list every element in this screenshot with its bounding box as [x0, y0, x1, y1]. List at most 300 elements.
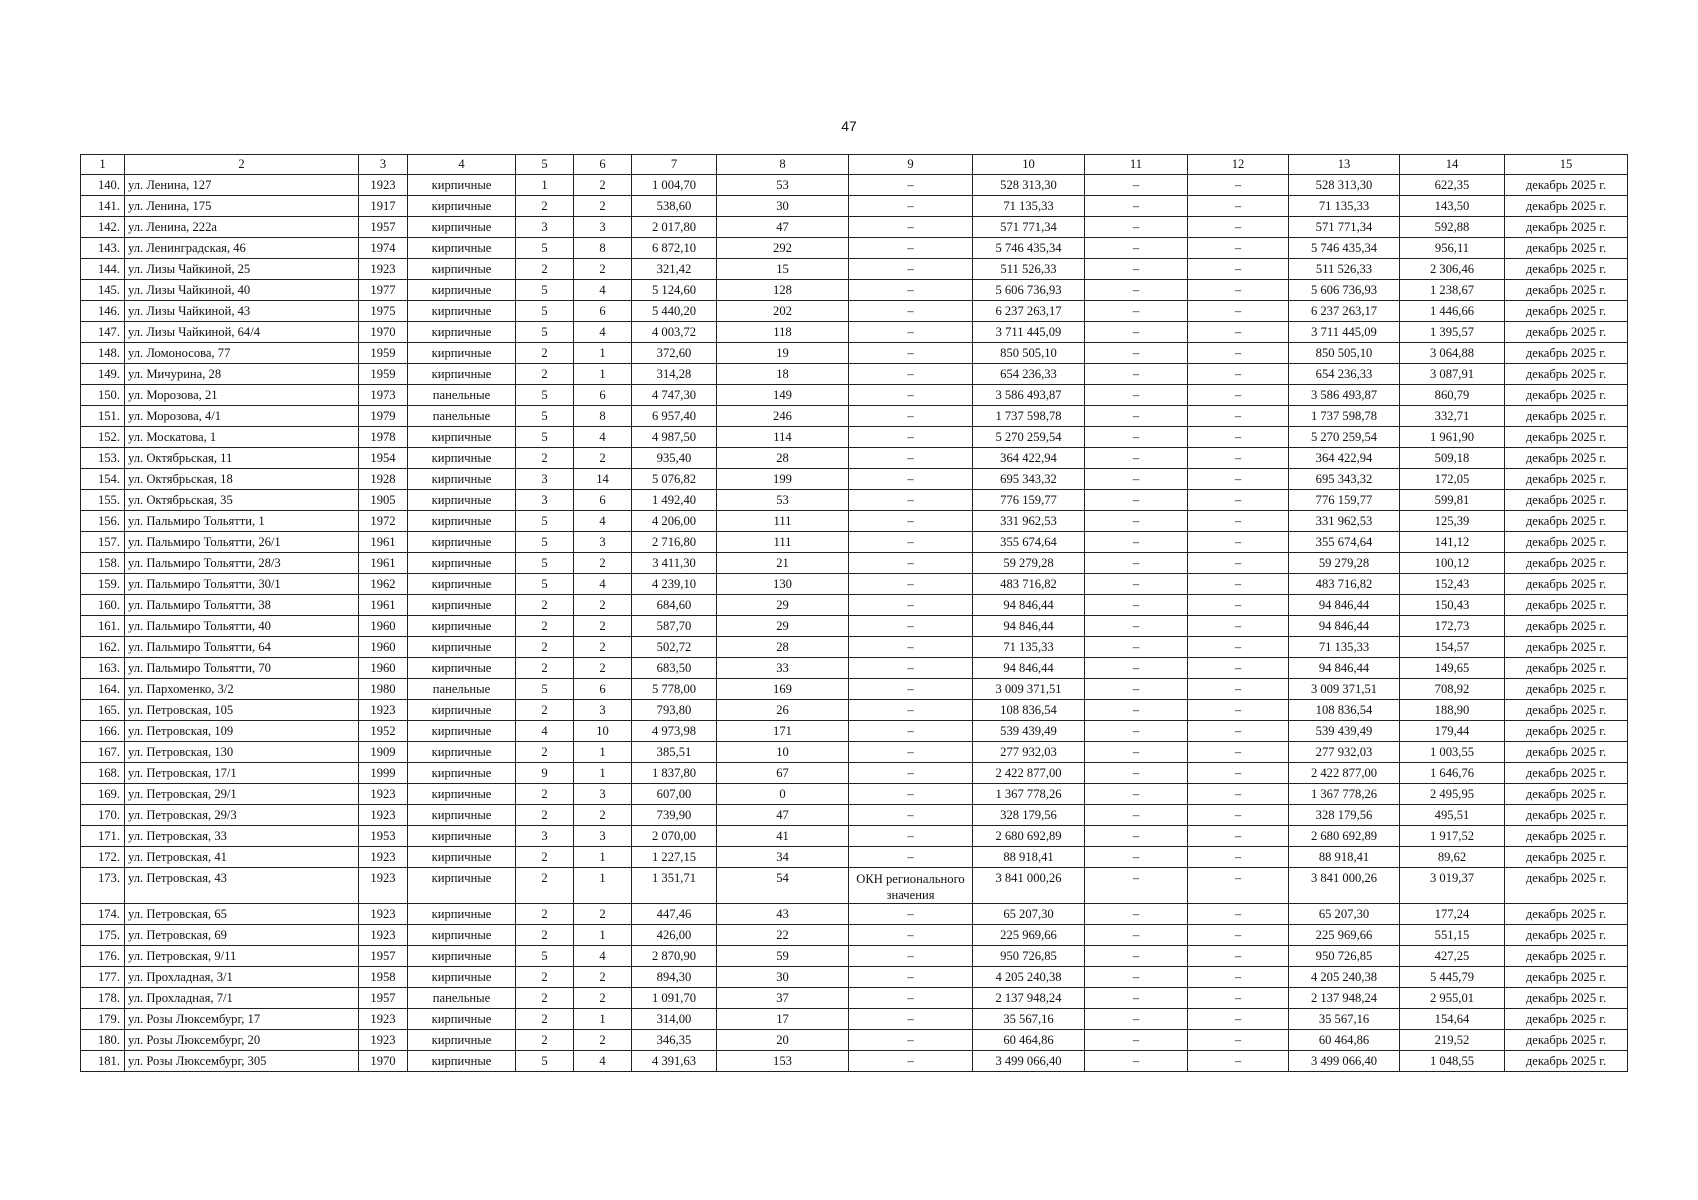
- entrances-cell: 2: [574, 1030, 632, 1051]
- col-11-cell: –: [1085, 217, 1188, 238]
- floors-cell: 2: [516, 343, 574, 364]
- area-cell: 372,60: [632, 343, 717, 364]
- floors-cell: 2: [516, 847, 574, 868]
- row-number-cell: 142.: [81, 217, 125, 238]
- repair-cost-cell: 571 771,34: [1289, 217, 1400, 238]
- repair-cost-cell: 2 137 948,24: [1289, 988, 1400, 1009]
- repair-cost-cell: 950 726,85: [1289, 946, 1400, 967]
- deadline-cell: декабрь 2025 г.: [1505, 826, 1628, 847]
- repair-cost-cell: 528 313,30: [1289, 175, 1400, 196]
- wall-material-cell: кирпичные: [408, 742, 516, 763]
- col-11-cell: –: [1085, 406, 1188, 427]
- total-cost-cell: 94 846,44: [973, 658, 1085, 679]
- row-number-cell: 173.: [81, 868, 125, 904]
- residents-cell: 28: [717, 448, 849, 469]
- floors-cell: 2: [516, 658, 574, 679]
- heritage-status-cell: –: [849, 238, 973, 259]
- address-cell: ул. Розы Люксембург, 305: [125, 1051, 359, 1072]
- entrances-cell: 1: [574, 868, 632, 904]
- floors-cell: 1: [516, 175, 574, 196]
- deadline-cell: декабрь 2025 г.: [1505, 322, 1628, 343]
- column-number-header: [81, 155, 1628, 175]
- year-built-cell: 1923: [359, 904, 408, 925]
- deadline-cell: декабрь 2025 г.: [1505, 637, 1628, 658]
- row-number-cell: 171.: [81, 826, 125, 847]
- col-11-cell: –: [1085, 469, 1188, 490]
- total-cost-cell: 950 726,85: [973, 946, 1085, 967]
- col-12-cell: –: [1188, 553, 1289, 574]
- residents-cell: 17: [717, 1009, 849, 1030]
- area-cell: 1 227,15: [632, 847, 717, 868]
- deadline-cell: декабрь 2025 г.: [1505, 448, 1628, 469]
- table-row: [81, 574, 1628, 595]
- floors-cell: 5: [516, 574, 574, 595]
- row-number-cell: 158.: [81, 553, 125, 574]
- entrances-cell: 2: [574, 616, 632, 637]
- col-12-cell: –: [1188, 637, 1289, 658]
- column-header-1: 1: [81, 155, 125, 175]
- floors-cell: 5: [516, 946, 574, 967]
- year-built-cell: 1974: [359, 238, 408, 259]
- deadline-cell: декабрь 2025 г.: [1505, 301, 1628, 322]
- col-11-cell: –: [1085, 301, 1188, 322]
- deadline-cell: декабрь 2025 г.: [1505, 742, 1628, 763]
- residents-cell: 29: [717, 595, 849, 616]
- year-built-cell: 1928: [359, 469, 408, 490]
- cost-per-sqm-cell: 172,73: [1400, 616, 1505, 637]
- table-row: [81, 721, 1628, 742]
- floors-cell: 2: [516, 988, 574, 1009]
- wall-material-cell: кирпичные: [408, 1030, 516, 1051]
- entrances-cell: 2: [574, 259, 632, 280]
- address-cell: ул. Пальмиро Тольятти, 28/3: [125, 553, 359, 574]
- wall-material-cell: кирпичные: [408, 763, 516, 784]
- floors-cell: 2: [516, 595, 574, 616]
- year-built-cell: 1957: [359, 946, 408, 967]
- row-number-cell: 176.: [81, 946, 125, 967]
- row-number-cell: 174.: [81, 904, 125, 925]
- col-12-cell: –: [1188, 406, 1289, 427]
- wall-material-cell: кирпичные: [408, 427, 516, 448]
- cost-per-sqm-cell: 3 019,37: [1400, 868, 1505, 904]
- heritage-status-cell: –: [849, 259, 973, 280]
- row-number-cell: 172.: [81, 847, 125, 868]
- repair-cost-cell: 5 746 435,34: [1289, 238, 1400, 259]
- heritage-status-cell: –: [849, 175, 973, 196]
- row-number-cell: 169.: [81, 784, 125, 805]
- col-11-cell: –: [1085, 196, 1188, 217]
- total-cost-cell: 483 716,82: [973, 574, 1085, 595]
- area-cell: 385,51: [632, 742, 717, 763]
- cost-per-sqm-cell: 1 646,76: [1400, 763, 1505, 784]
- cost-per-sqm-cell: 89,62: [1400, 847, 1505, 868]
- heritage-status-cell: –: [849, 511, 973, 532]
- heritage-status-cell: –: [849, 490, 973, 511]
- entrances-cell: 6: [574, 679, 632, 700]
- wall-material-cell: кирпичные: [408, 343, 516, 364]
- deadline-cell: декабрь 2025 г.: [1505, 679, 1628, 700]
- total-cost-cell: 65 207,30: [973, 904, 1085, 925]
- entrances-cell: 2: [574, 553, 632, 574]
- col-12-cell: –: [1188, 904, 1289, 925]
- col-11-cell: –: [1085, 967, 1188, 988]
- entrances-cell: 4: [574, 280, 632, 301]
- area-cell: 346,35: [632, 1030, 717, 1051]
- col-11-cell: –: [1085, 946, 1188, 967]
- heritage-status-cell: –: [849, 1009, 973, 1030]
- area-cell: 793,80: [632, 700, 717, 721]
- col-11-cell: –: [1085, 1051, 1188, 1072]
- table-row: [81, 925, 1628, 946]
- residents-cell: 41: [717, 826, 849, 847]
- year-built-cell: 1975: [359, 301, 408, 322]
- col-12-cell: –: [1188, 196, 1289, 217]
- address-cell: ул. Октябрьская, 35: [125, 490, 359, 511]
- repair-cost-cell: 2 422 877,00: [1289, 763, 1400, 784]
- col-12-cell: –: [1188, 322, 1289, 343]
- repair-cost-cell: 94 846,44: [1289, 658, 1400, 679]
- total-cost-cell: 94 846,44: [973, 616, 1085, 637]
- total-cost-cell: 94 846,44: [973, 595, 1085, 616]
- year-built-cell: 1999: [359, 763, 408, 784]
- repair-cost-cell: 65 207,30: [1289, 904, 1400, 925]
- entrances-cell: 4: [574, 427, 632, 448]
- area-cell: 426,00: [632, 925, 717, 946]
- cost-per-sqm-cell: 150,43: [1400, 595, 1505, 616]
- repair-cost-cell: 2 680 692,89: [1289, 826, 1400, 847]
- row-number-cell: 165.: [81, 700, 125, 721]
- cost-per-sqm-cell: 219,52: [1400, 1030, 1505, 1051]
- table-row: [81, 742, 1628, 763]
- heritage-status-cell: –: [849, 385, 973, 406]
- entrances-cell: 2: [574, 448, 632, 469]
- wall-material-cell: кирпичные: [408, 448, 516, 469]
- housing-registry-table: [80, 154, 1628, 1072]
- col-12-cell: –: [1188, 532, 1289, 553]
- col-11-cell: –: [1085, 868, 1188, 904]
- col-12-cell: –: [1188, 259, 1289, 280]
- total-cost-cell: 328 179,56: [973, 805, 1085, 826]
- table-row: [81, 406, 1628, 427]
- residents-cell: 10: [717, 742, 849, 763]
- row-number-cell: 154.: [81, 469, 125, 490]
- address-cell: ул. Пархоменко, 3/2: [125, 679, 359, 700]
- repair-cost-cell: 355 674,64: [1289, 532, 1400, 553]
- row-number-cell: 147.: [81, 322, 125, 343]
- address-cell: ул. Лизы Чайкиной, 64/4: [125, 322, 359, 343]
- repair-cost-cell: 511 526,33: [1289, 259, 1400, 280]
- year-built-cell: 1973: [359, 385, 408, 406]
- heritage-status-cell: –: [849, 532, 973, 553]
- total-cost-cell: 511 526,33: [973, 259, 1085, 280]
- table-row: [81, 1009, 1628, 1030]
- total-cost-cell: 88 918,41: [973, 847, 1085, 868]
- total-cost-cell: 35 567,16: [973, 1009, 1085, 1030]
- col-11-cell: –: [1085, 532, 1188, 553]
- row-number-cell: 164.: [81, 679, 125, 700]
- wall-material-cell: кирпичные: [408, 616, 516, 637]
- area-cell: 1 004,70: [632, 175, 717, 196]
- deadline-cell: декабрь 2025 г.: [1505, 658, 1628, 679]
- wall-material-cell: кирпичные: [408, 868, 516, 904]
- col-12-cell: –: [1188, 469, 1289, 490]
- deadline-cell: декабрь 2025 г.: [1505, 1051, 1628, 1072]
- heritage-status-cell: ОКН регионального значения: [849, 868, 973, 904]
- row-number-cell: 152.: [81, 427, 125, 448]
- year-built-cell: 1952: [359, 721, 408, 742]
- heritage-status-cell: –: [849, 925, 973, 946]
- total-cost-cell: 108 836,54: [973, 700, 1085, 721]
- residents-cell: 171: [717, 721, 849, 742]
- row-number-cell: 161.: [81, 616, 125, 637]
- cost-per-sqm-cell: 1 917,52: [1400, 826, 1505, 847]
- col-12-cell: –: [1188, 511, 1289, 532]
- cost-per-sqm-cell: 956,11: [1400, 238, 1505, 259]
- address-cell: ул. Ленинградская, 46: [125, 238, 359, 259]
- column-header-7: 7: [632, 155, 717, 175]
- address-cell: ул. Ленина, 175: [125, 196, 359, 217]
- col-11-cell: –: [1085, 700, 1188, 721]
- deadline-cell: декабрь 2025 г.: [1505, 574, 1628, 595]
- col-12-cell: –: [1188, 679, 1289, 700]
- residents-cell: 292: [717, 238, 849, 259]
- row-number-cell: 160.: [81, 595, 125, 616]
- deadline-cell: декабрь 2025 г.: [1505, 925, 1628, 946]
- cost-per-sqm-cell: 2 306,46: [1400, 259, 1505, 280]
- repair-cost-cell: 695 343,32: [1289, 469, 1400, 490]
- area-cell: 4 239,10: [632, 574, 717, 595]
- area-cell: 935,40: [632, 448, 717, 469]
- deadline-cell: декабрь 2025 г.: [1505, 1030, 1628, 1051]
- entrances-cell: 3: [574, 217, 632, 238]
- year-built-cell: 1954: [359, 448, 408, 469]
- entrances-cell: 8: [574, 238, 632, 259]
- floors-cell: 3: [516, 469, 574, 490]
- heritage-status-cell: –: [849, 763, 973, 784]
- heritage-status-cell: –: [849, 553, 973, 574]
- cost-per-sqm-cell: 551,15: [1400, 925, 1505, 946]
- repair-cost-cell: 5 606 736,93: [1289, 280, 1400, 301]
- col-12-cell: –: [1188, 616, 1289, 637]
- table-row: [81, 343, 1628, 364]
- address-cell: ул. Петровская, 43: [125, 868, 359, 904]
- floors-cell: 2: [516, 616, 574, 637]
- entrances-cell: 4: [574, 946, 632, 967]
- entrances-cell: 3: [574, 700, 632, 721]
- residents-cell: 111: [717, 532, 849, 553]
- residents-cell: 29: [717, 616, 849, 637]
- row-number-cell: 140.: [81, 175, 125, 196]
- heritage-status-cell: –: [849, 847, 973, 868]
- col-12-cell: –: [1188, 868, 1289, 904]
- row-number-cell: 162.: [81, 637, 125, 658]
- floors-cell: 5: [516, 427, 574, 448]
- row-number-cell: 157.: [81, 532, 125, 553]
- deadline-cell: декабрь 2025 г.: [1505, 196, 1628, 217]
- column-header-6: 6: [574, 155, 632, 175]
- address-cell: ул. Мичурина, 28: [125, 364, 359, 385]
- table-body: [81, 175, 1628, 1072]
- area-cell: 4 747,30: [632, 385, 717, 406]
- total-cost-cell: 3 499 066,40: [973, 1051, 1085, 1072]
- floors-cell: 2: [516, 868, 574, 904]
- table-row: [81, 196, 1628, 217]
- floors-cell: 5: [516, 385, 574, 406]
- area-cell: 4 391,63: [632, 1051, 717, 1072]
- table-row: [81, 658, 1628, 679]
- area-cell: 4 206,00: [632, 511, 717, 532]
- row-number-cell: 159.: [81, 574, 125, 595]
- table-row: [81, 967, 1628, 988]
- col-12-cell: –: [1188, 301, 1289, 322]
- deadline-cell: декабрь 2025 г.: [1505, 700, 1628, 721]
- table-row: [81, 385, 1628, 406]
- year-built-cell: 1923: [359, 259, 408, 280]
- cost-per-sqm-cell: 154,64: [1400, 1009, 1505, 1030]
- residents-cell: 43: [717, 904, 849, 925]
- address-cell: ул. Морозова, 4/1: [125, 406, 359, 427]
- wall-material-cell: кирпичные: [408, 595, 516, 616]
- floors-cell: 9: [516, 763, 574, 784]
- col-11-cell: –: [1085, 784, 1188, 805]
- repair-cost-cell: 60 464,86: [1289, 1030, 1400, 1051]
- table-row: [81, 427, 1628, 448]
- area-cell: 2 017,80: [632, 217, 717, 238]
- col-12-cell: –: [1188, 1030, 1289, 1051]
- address-cell: ул. Пальмиро Тольятти, 26/1: [125, 532, 359, 553]
- year-built-cell: 1961: [359, 532, 408, 553]
- wall-material-cell: кирпичные: [408, 574, 516, 595]
- deadline-cell: декабрь 2025 г.: [1505, 238, 1628, 259]
- repair-cost-cell: 88 918,41: [1289, 847, 1400, 868]
- residents-cell: 202: [717, 301, 849, 322]
- area-cell: 587,70: [632, 616, 717, 637]
- entrances-cell: 3: [574, 826, 632, 847]
- col-11-cell: –: [1085, 826, 1188, 847]
- col-11-cell: –: [1085, 322, 1188, 343]
- repair-cost-cell: 3 499 066,40: [1289, 1051, 1400, 1072]
- total-cost-cell: 364 422,94: [973, 448, 1085, 469]
- year-built-cell: 1923: [359, 868, 408, 904]
- row-number-cell: 149.: [81, 364, 125, 385]
- total-cost-cell: 355 674,64: [973, 532, 1085, 553]
- repair-cost-cell: 3 009 371,51: [1289, 679, 1400, 700]
- address-cell: ул. Пальмиро Тольятти, 30/1: [125, 574, 359, 595]
- table-row: [81, 826, 1628, 847]
- col-11-cell: –: [1085, 343, 1188, 364]
- floors-cell: 3: [516, 217, 574, 238]
- address-cell: ул. Петровская, 105: [125, 700, 359, 721]
- residents-cell: 34: [717, 847, 849, 868]
- deadline-cell: декабрь 2025 г.: [1505, 511, 1628, 532]
- entrances-cell: 6: [574, 385, 632, 406]
- col-12-cell: –: [1188, 847, 1289, 868]
- cost-per-sqm-cell: 860,79: [1400, 385, 1505, 406]
- entrances-cell: 10: [574, 721, 632, 742]
- wall-material-cell: кирпичные: [408, 826, 516, 847]
- year-built-cell: 1917: [359, 196, 408, 217]
- heritage-status-cell: –: [849, 700, 973, 721]
- total-cost-cell: 695 343,32: [973, 469, 1085, 490]
- area-cell: 321,42: [632, 259, 717, 280]
- table-row: [81, 364, 1628, 385]
- residents-cell: 130: [717, 574, 849, 595]
- row-number-cell: 151.: [81, 406, 125, 427]
- area-cell: 5 778,00: [632, 679, 717, 700]
- col-12-cell: –: [1188, 700, 1289, 721]
- col-11-cell: –: [1085, 364, 1188, 385]
- total-cost-cell: 59 279,28: [973, 553, 1085, 574]
- table-row: [81, 469, 1628, 490]
- column-header-4: 4: [408, 155, 516, 175]
- total-cost-cell: 850 505,10: [973, 343, 1085, 364]
- floors-cell: 5: [516, 406, 574, 427]
- row-number-cell: 153.: [81, 448, 125, 469]
- wall-material-cell: кирпичные: [408, 490, 516, 511]
- area-cell: 4 973,98: [632, 721, 717, 742]
- repair-cost-cell: 225 969,66: [1289, 925, 1400, 946]
- col-12-cell: –: [1188, 238, 1289, 259]
- heritage-status-cell: –: [849, 1051, 973, 1072]
- year-built-cell: 1960: [359, 658, 408, 679]
- row-number-cell: 177.: [81, 967, 125, 988]
- column-header-11: 11: [1085, 155, 1188, 175]
- residents-cell: 111: [717, 511, 849, 532]
- heritage-status-cell: –: [849, 826, 973, 847]
- total-cost-cell: 2 422 877,00: [973, 763, 1085, 784]
- table-row: [81, 532, 1628, 553]
- col-12-cell: –: [1188, 805, 1289, 826]
- wall-material-cell: кирпичные: [408, 511, 516, 532]
- year-built-cell: 1959: [359, 364, 408, 385]
- area-cell: 1 837,80: [632, 763, 717, 784]
- address-cell: ул. Петровская, 69: [125, 925, 359, 946]
- year-built-cell: 1961: [359, 553, 408, 574]
- total-cost-cell: 1 737 598,78: [973, 406, 1085, 427]
- repair-cost-cell: 5 270 259,54: [1289, 427, 1400, 448]
- wall-material-cell: кирпичные: [408, 946, 516, 967]
- address-cell: ул. Петровская, 17/1: [125, 763, 359, 784]
- total-cost-cell: 654 236,33: [973, 364, 1085, 385]
- deadline-cell: декабрь 2025 г.: [1505, 595, 1628, 616]
- heritage-status-cell: –: [849, 721, 973, 742]
- floors-cell: 3: [516, 826, 574, 847]
- heritage-status-cell: –: [849, 946, 973, 967]
- total-cost-cell: 2 680 692,89: [973, 826, 1085, 847]
- residents-cell: 149: [717, 385, 849, 406]
- floors-cell: 2: [516, 637, 574, 658]
- residents-cell: 47: [717, 217, 849, 238]
- wall-material-cell: кирпичные: [408, 175, 516, 196]
- table-row: [81, 637, 1628, 658]
- total-cost-cell: 71 135,33: [973, 637, 1085, 658]
- cost-per-sqm-cell: 154,57: [1400, 637, 1505, 658]
- cost-per-sqm-cell: 179,44: [1400, 721, 1505, 742]
- heritage-status-cell: –: [849, 406, 973, 427]
- cost-per-sqm-cell: 177,24: [1400, 904, 1505, 925]
- floors-cell: 5: [516, 532, 574, 553]
- heritage-status-cell: –: [849, 988, 973, 1009]
- col-11-cell: –: [1085, 511, 1188, 532]
- row-number-cell: 167.: [81, 742, 125, 763]
- heritage-status-cell: –: [849, 658, 973, 679]
- entrances-cell: 4: [574, 1051, 632, 1072]
- total-cost-cell: 1 367 778,26: [973, 784, 1085, 805]
- residents-cell: 0: [717, 784, 849, 805]
- table-row: [81, 280, 1628, 301]
- repair-cost-cell: 94 846,44: [1289, 595, 1400, 616]
- entrances-cell: 6: [574, 490, 632, 511]
